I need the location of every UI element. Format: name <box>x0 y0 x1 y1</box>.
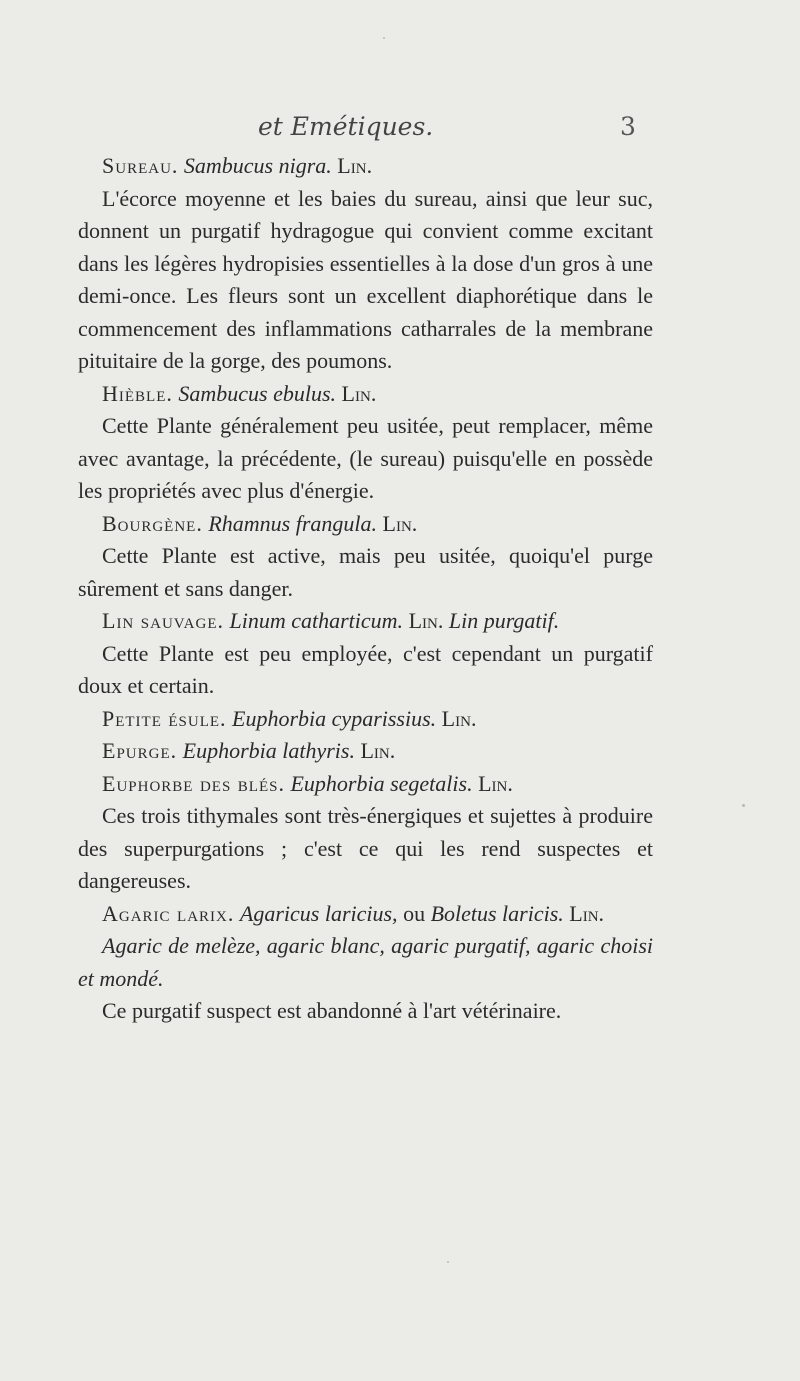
author-abbrev: Lin. <box>478 770 513 796</box>
latin-name: Euphorbia lathyris. <box>182 738 355 763</box>
entry-heading-petite-esule <box>78 703 653 736</box>
author-abbrev: Lin. <box>441 705 477 731</box>
page-header <box>0 112 800 152</box>
plant-name: Epurge. <box>102 738 178 763</box>
latin-name: Euphorbia segetalis. <box>290 770 473 796</box>
author-abbrev: Lin. <box>360 738 396 763</box>
plant-name: Petite ésule. <box>102 705 227 731</box>
latin-name-alt: Boletus laricis. <box>430 900 564 926</box>
plant-name: Lin sauvage. <box>102 608 224 633</box>
plant-name: Agaric larix. <box>102 900 235 926</box>
author-abbrev: Lin. <box>408 608 444 633</box>
entry-text-agaric: Ce purgatif suspect est abandonné à l'art vétérinaire. <box>102 998 562 1023</box>
author-abbrev: Lin. <box>337 153 373 178</box>
connector-word: ou <box>403 900 426 926</box>
common-name: Lin purgatif. <box>448 608 560 633</box>
entry-text-sureau: L'écorce moyenne et les baies du sureau, ainsi que leur suc, donnent un purgatif hydragogue qui convient comme excitant dans les légères hydropisies essentielles à la dose d'un gros à une demi-once. Les fleurs sont un excellent diaphorétique dans le commencement des inflammations catharrales de la membrane pituitaire de la gorge, des poumons. <box>78 185 653 373</box>
latin-name: Sambucus nigra. <box>183 153 332 178</box>
entry-text-bourgene: Cette Plante est active, mais peu usitée, quoiqu'el purge sûrement et sans danger. <box>78 543 653 601</box>
paper-speck <box>742 804 745 807</box>
entry-heading-agaric <box>78 898 653 931</box>
entry-text-hieble: Cette Plante généralement peu usitée, peut remplacer, même avec avantage, la précédente, (le sureau) puisqu'elle en possède les propriétés avec plus d'énergie. <box>78 413 653 503</box>
plant-name: Hièble. <box>102 380 173 406</box>
entry-text-euphorbe: Ces trois tithymales sont très-énergiques et sujettes à produire des superpurgations ; c'est ce qui les rend suspectes et dangereuses. <box>78 803 653 893</box>
plant-name: Sureau. <box>102 153 179 178</box>
latin-name: Agaricus laricius, <box>239 900 398 926</box>
plant-name: Bourgène. <box>102 510 203 536</box>
plant-name: Euphorbe des blés. <box>102 770 285 796</box>
entry-heading-hieble <box>78 378 653 411</box>
entry-heading-euphorbe <box>78 768 653 801</box>
latin-name: Euphorbia cyparissius. <box>232 705 437 731</box>
page-number: 3 <box>620 112 636 141</box>
page-body <box>78 150 653 1028</box>
entry-heading-bourgene <box>78 508 653 541</box>
entry-heading-epurge <box>78 735 653 768</box>
latin-name: Linum catharticum. <box>229 608 404 633</box>
latin-name: Sambucus ebulus. <box>178 380 337 406</box>
latin-name: Rhamnus frangula. <box>208 510 378 536</box>
entry-text-lin-sauvage: Cette Plante est peu employée, c'est cependant un purgatif doux et certain. <box>78 640 653 698</box>
author-abbrev: Lin. <box>382 510 418 536</box>
entry-heading-lin-sauvage <box>78 605 653 638</box>
entry-heading-sureau <box>78 150 653 183</box>
author-abbrev: Lin. <box>341 380 377 406</box>
paper-speck <box>383 37 385 39</box>
running-title: et Emétiques. <box>258 112 434 141</box>
paper-speck <box>447 1261 449 1263</box>
entry-synonyms-agaric: Agaric de melèze, agaric blanc, agaric purgatif, agaric choisi et mondé. <box>78 933 653 991</box>
author-abbrev: Lin. <box>569 900 605 926</box>
